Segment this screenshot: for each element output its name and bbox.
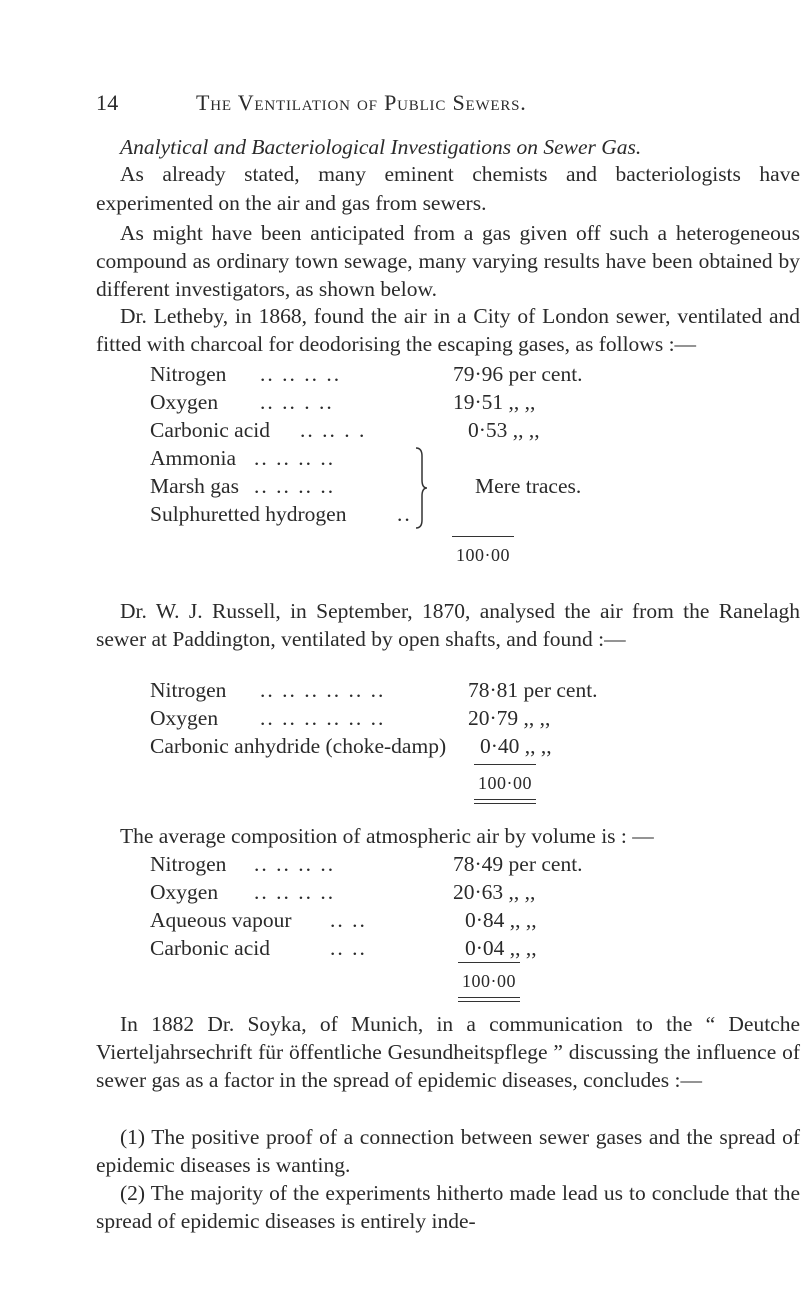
paragraph-3: Dr. Letheby, in 1868, found the air in a City of London sewer, ventilated and fitted with charcoal for deodorising the escaping gases, as follows :— (96, 304, 800, 357)
table-row (150, 416, 710, 444)
row-dots: .. .. .. .. (254, 880, 336, 904)
row-value: 78·81 per cent. (468, 678, 598, 702)
row-value: 79·96 per cent. (453, 362, 583, 386)
running-title: The Ventilation of Public Sewers. (196, 90, 527, 115)
section-heading: Analytical and Bacteriological Investigations on Sewer Gas. (120, 135, 642, 159)
double-rule-bottom (458, 1001, 520, 1002)
row-label: Oxygen (150, 390, 219, 414)
paragraph-2: As might have been anticipated from a gas given off such a heterogeneous compound as ordinary town sewage, many varying results have been obtained by different investigators, as shown below. (96, 221, 800, 302)
paragraph-4: Dr. W. J. Russell, in September, 1870, analysed the air from the Ranelagh sewer at Paddington, ventilated by open shafts, and found :— (96, 599, 800, 652)
traces-label: Mere traces. (475, 474, 582, 498)
row-label: Aqueous vapour (150, 908, 292, 932)
row-value: 0·84 ,, ,, (465, 908, 537, 932)
row-value: 20·79 ,, ,, (468, 706, 551, 730)
curly-brace-icon (413, 446, 429, 530)
row-dots: .. .. (330, 908, 367, 932)
table-row (150, 676, 710, 704)
row-value: 0·40 ,, ,, (480, 734, 552, 758)
row-label: Nitrogen (150, 678, 227, 702)
paragraph-5: The average composition of atmospheric air by volume is : — (120, 824, 654, 848)
row-label: Oxygen (150, 706, 219, 730)
table-row (150, 850, 710, 878)
row-dots: .. .. . . (300, 418, 367, 442)
table-row (150, 906, 710, 934)
double-rule-top (458, 997, 520, 998)
sum-rule (474, 764, 536, 765)
row-label: Sulphuretted hydrogen (150, 502, 347, 526)
table-row (150, 444, 710, 472)
page-number: 14 (96, 90, 119, 115)
sum-rule (458, 962, 520, 963)
row-dots: .. .. .. .. (260, 362, 342, 386)
table-row (150, 732, 710, 760)
table-row (150, 704, 710, 732)
row-label: Carbonic anhydride (choke-damp) (150, 734, 447, 758)
sum-rule (452, 536, 514, 537)
table-row (150, 360, 710, 388)
row-value: 78·49 per cent. (453, 852, 583, 876)
row-value: 0·04 ,, ,, (465, 936, 537, 960)
letheby-table (150, 360, 710, 528)
row-dots: .. .. .. .. (254, 852, 336, 876)
row-label: Marsh gas (150, 474, 239, 498)
russell-table (150, 676, 710, 760)
table-row (150, 388, 710, 416)
row-dots: .. .. . .. (260, 390, 334, 414)
row-dots: .. .. .. .. (254, 474, 336, 498)
row-label: Carbonic acid (150, 936, 270, 960)
row-value: 20·63 ,, ,, (453, 880, 536, 904)
table-row (150, 472, 710, 500)
row-label: Oxygen (150, 880, 219, 904)
row-value: 19·51 ,, ,, (453, 390, 536, 414)
atmospheric-table (150, 850, 710, 962)
paragraph-1: As already stated, many eminent chemists and bacteriologists have experimented on the air and gas from sewers. (96, 162, 800, 215)
row-label: Ammonia (150, 446, 236, 470)
row-dots: .. .. .. .. .. .. (260, 706, 386, 730)
page-header (96, 90, 796, 116)
paragraph-6: In 1882 Dr. Soyka, of Munich, in a communication to the “ Deutche Vierteljahrsechrift für öffentliche Gesundheitspflege ” discussing the influence of sewer gas as a factor in the spread of epidemic diseases, concludes :— (96, 1012, 800, 1093)
row-dots: .. .. (330, 936, 367, 960)
table-row (150, 500, 710, 528)
row-dots: .. (397, 502, 412, 526)
table-row (150, 934, 710, 962)
table1-total: 100·00 (456, 545, 510, 565)
row-dots: .. .. .. .. (254, 446, 336, 470)
row-value: 0·53 ,, ,, (468, 418, 540, 442)
table-row (150, 878, 710, 906)
double-rule-top (474, 799, 536, 800)
double-rule-bottom (474, 803, 536, 804)
table2-total: 100·00 (478, 773, 532, 793)
row-label: Nitrogen (150, 362, 227, 386)
row-label: Carbonic acid (150, 418, 270, 442)
table3-total: 100·00 (462, 971, 516, 991)
row-label: Nitrogen (150, 852, 227, 876)
row-dots: .. .. .. .. .. .. (260, 678, 386, 702)
conclusion-2: (2) The majority of the experiments hitherto made lead us to conclude that the spread of epidemic diseases is entirely inde- (96, 1181, 800, 1234)
conclusion-1: (1) The positive proof of a connection between sewer gases and the spread of epidemic diseases is wanting. (96, 1125, 800, 1178)
